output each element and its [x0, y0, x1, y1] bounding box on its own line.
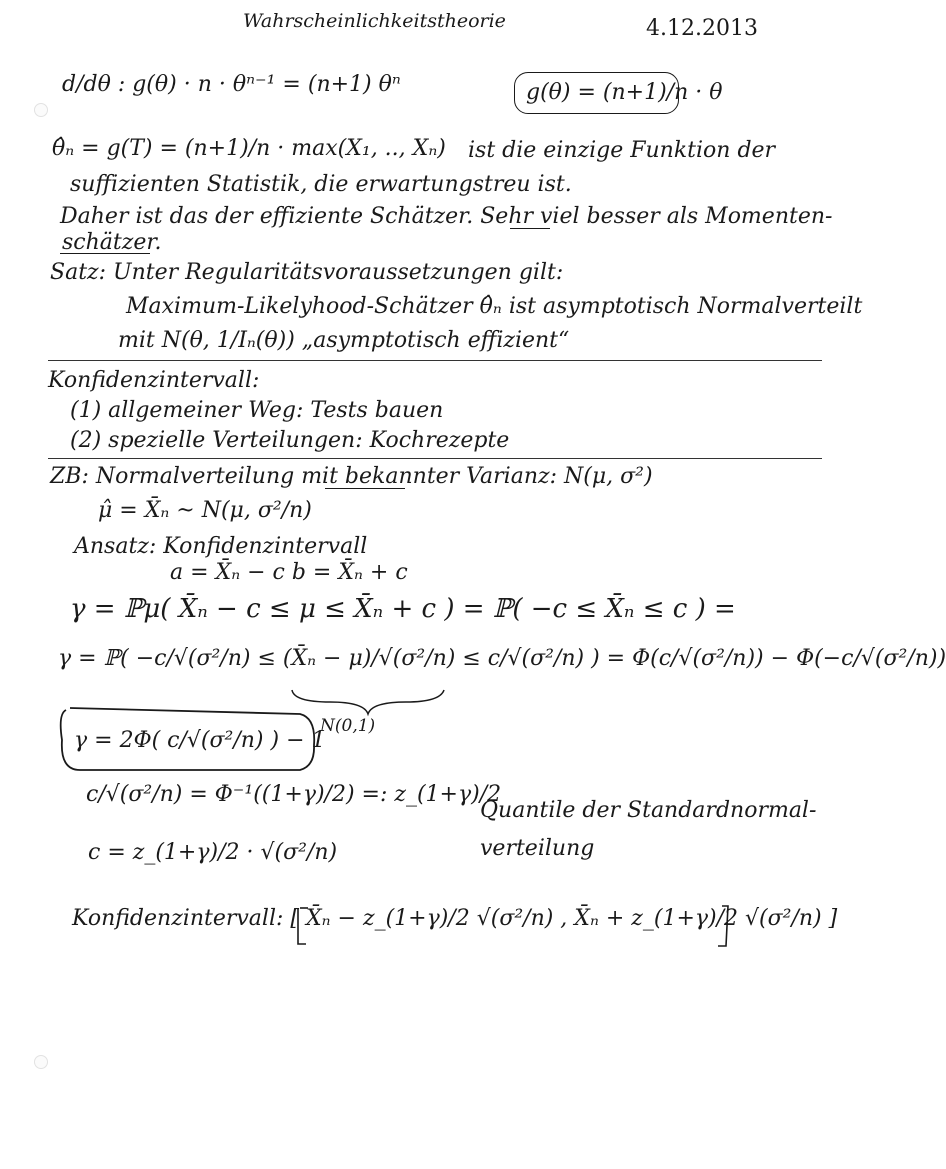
page-date: 4.12.2013 [646, 16, 758, 41]
asymptotic-line: mit N(θ, 1/Iₙ(θ)) „asymptotisch effizient“ [118, 328, 570, 353]
c-equation: c = z_(1+γ)/2 · √(σ²/n) [88, 840, 338, 865]
theorem-heading: Satz: Unter Regularitätsvoraussetzungen gilt: [50, 260, 564, 285]
gamma-boxed-result: γ = 2Φ( c/√(σ²/n) ) − 1 [74, 728, 326, 753]
ml-estimator-line: Maximum-Likelyhood-Schätzer θ̂ₙ ist asymptotisch Normalverteilt [126, 294, 863, 319]
efficiency-line: Daher ist das der effiziente Schätzer. Sehr viel besser als Momenten- [60, 204, 833, 229]
list-item-general: (1) allgemeiner Weg: Tests bauen [70, 398, 444, 423]
page-title: Wahrscheinlichkeitstheorie [243, 10, 506, 32]
gamma-probability-line: γ = ℙμ( X̄ₙ − c ≤ μ ≤ X̄ₙ + c ) = ℙ( −c ≤ X̄ₙ ≤ c ) = [70, 594, 736, 624]
standard-normal-label: N(0,1) [320, 716, 376, 736]
example-normal-line: ZB: Normalverteilung mit bekannter Varianz: N(μ, σ²) [50, 464, 653, 489]
mu-hat-line: μ̂ = X̄ₙ ~ N(μ, σ²/n) [98, 498, 312, 523]
derivative-equation: d/dθ : g(θ) · n · θⁿ⁻¹ = (n+1) θⁿ [62, 72, 401, 97]
quantile-equation: c/√(σ²/n) = Φ⁻¹((1+γ)/2) =: z_(1+γ)/2 [86, 782, 502, 807]
interval-endpoints: a = X̄ₙ − c b = X̄ₙ + c [170, 560, 408, 585]
estimator-text: ist die einzige Funktion der [468, 138, 776, 163]
quantile-description-2: verteilung [480, 836, 595, 861]
ansatz-line: Ansatz: Konfidenzintervall [74, 534, 368, 559]
gamma-standardized-line: γ = ℙ( −c/√(σ²/n) ≤ (X̄ₙ − μ)/√(σ²/n) ≤ c/√(σ²/n) ) = Φ(c/√(σ²/n)) − Φ(−c/√(σ²/n)) [58, 646, 946, 671]
confidence-interval-heading: Konfidenzintervall: [48, 368, 260, 393]
list-item-special: (2) spezielle Verteilungen: Kochrezepte [70, 428, 510, 453]
sufficient-statistic-line: suffizienten Statistik, die erwartungstreu ist. [70, 172, 572, 197]
estimator-equation: θ̂ₙ = g(T) = (n+1)/n · max(X₁, .., Xₙ) [52, 136, 446, 161]
quantile-description: Quantile der Standardnormal- [480, 798, 817, 823]
g-theta-boxed: g(θ) = (n+1)/n · θ [526, 80, 723, 105]
final-confidence-interval: Konfidenzintervall: [ X̄ₙ − z_(1+γ)/2 √(σ²/n) , X̄ₙ + z_(1+γ)/2 √(σ²/n) ] [72, 906, 838, 931]
momentenschaetzer-line: schätzer. [62, 230, 162, 255]
